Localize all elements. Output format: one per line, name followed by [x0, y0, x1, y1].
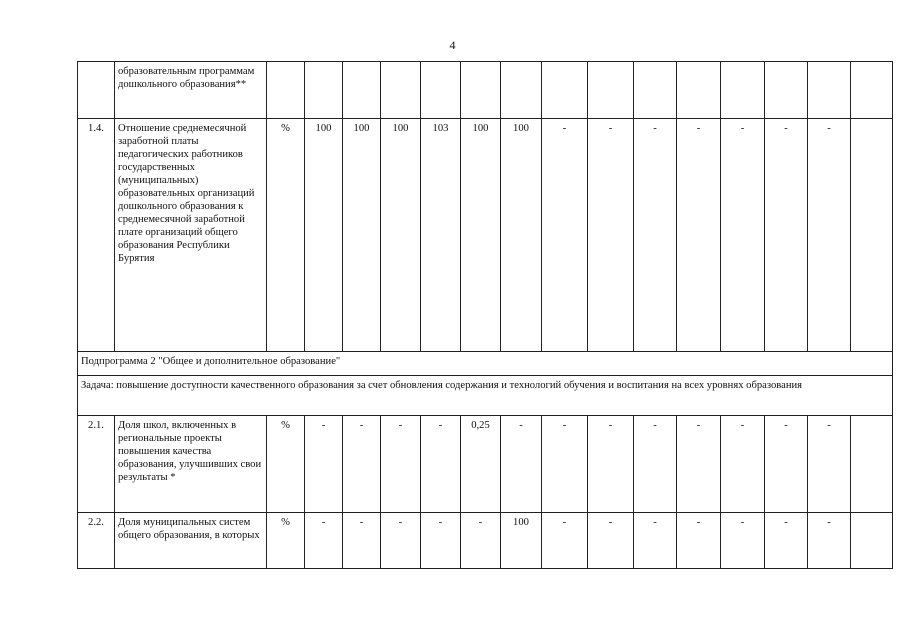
value-cell [851, 62, 893, 119]
table-row [78, 513, 893, 569]
value-cell [461, 62, 501, 119]
page-number: 4 [449, 38, 456, 52]
value-cell: - [421, 513, 461, 569]
value-cell: - [721, 119, 765, 352]
value-cell [808, 62, 851, 119]
value-cell: - [721, 513, 765, 569]
indicator-number: 1.4. [78, 119, 115, 352]
value-cell: - [634, 119, 677, 352]
indicator-unit: % [267, 119, 305, 352]
value-cell: - [305, 416, 343, 513]
value-cell [421, 62, 461, 119]
value-cell [721, 62, 765, 119]
value-cell: - [501, 416, 542, 513]
indicator-number: 2.1. [78, 416, 115, 513]
value-cell: 0,25 [461, 416, 501, 513]
indicator-name: Отношение среднемесячной заработной платы педагогических работников государственных (муниципальных) образовательных организаций дошкольного образования к среднемесячной заработной плате организаций общего образования Республики Бурятия [115, 119, 267, 352]
value-cell: - [721, 416, 765, 513]
value-cell: 103 [421, 119, 461, 352]
value-cell: - [381, 513, 421, 569]
indicator-name: Доля муниципальных систем общего образования, в которых [115, 513, 267, 569]
table-row [78, 62, 893, 119]
value-cell [501, 62, 542, 119]
value-cell: - [634, 416, 677, 513]
value-cell: 100 [501, 119, 542, 352]
value-cell: - [421, 416, 461, 513]
value-cell [765, 62, 808, 119]
value-cell: - [542, 119, 588, 352]
section-row [78, 376, 893, 416]
value-cell: - [677, 416, 721, 513]
value-cell: - [677, 513, 721, 569]
value-cell: 100 [501, 513, 542, 569]
indicator-number: 2.2. [78, 513, 115, 569]
value-cell [677, 62, 721, 119]
value-cell [588, 62, 634, 119]
value-cell: - [677, 119, 721, 352]
indicator-number [78, 62, 115, 119]
value-cell: - [542, 416, 588, 513]
indicators-table [77, 61, 893, 569]
value-cell [851, 513, 893, 569]
section-title: Подпрограмма 2 "Общее и дополнительное образование" [78, 352, 893, 376]
value-cell: 100 [305, 119, 343, 352]
indicator-name: Доля школ, включенных в региональные проекты повышения качества образования, улучшивших свои результаты * [115, 416, 267, 513]
section-row [78, 352, 893, 376]
value-cell: - [343, 513, 381, 569]
value-cell: - [765, 119, 808, 352]
value-cell [542, 62, 588, 119]
value-cell [634, 62, 677, 119]
value-cell: - [808, 119, 851, 352]
value-cell: - [588, 513, 634, 569]
value-cell: 100 [381, 119, 421, 352]
value-cell [381, 62, 421, 119]
value-cell [305, 62, 343, 119]
table-body [78, 62, 893, 569]
value-cell [851, 416, 893, 513]
value-cell: - [765, 416, 808, 513]
value-cell: - [343, 416, 381, 513]
value-cell [851, 119, 893, 352]
table-row [78, 119, 893, 352]
value-cell: - [461, 513, 501, 569]
indicator-unit [267, 62, 305, 119]
value-cell: - [588, 119, 634, 352]
indicator-unit: % [267, 416, 305, 513]
value-cell [343, 62, 381, 119]
value-cell: - [305, 513, 343, 569]
value-cell: - [381, 416, 421, 513]
value-cell: - [634, 513, 677, 569]
table-row [78, 416, 893, 513]
value-cell: 100 [461, 119, 501, 352]
value-cell: - [542, 513, 588, 569]
value-cell: - [808, 416, 851, 513]
indicator-unit: % [267, 513, 305, 569]
indicator-name: образовательным программам дошкольного образования** [115, 62, 267, 119]
section-title: Задача: повышение доступности качественного образования за счет обновления содержания и технологий обучения и воспитания на всех уровнях образования [78, 376, 893, 416]
value-cell: 100 [343, 119, 381, 352]
value-cell: - [808, 513, 851, 569]
value-cell: - [588, 416, 634, 513]
value-cell: - [765, 513, 808, 569]
